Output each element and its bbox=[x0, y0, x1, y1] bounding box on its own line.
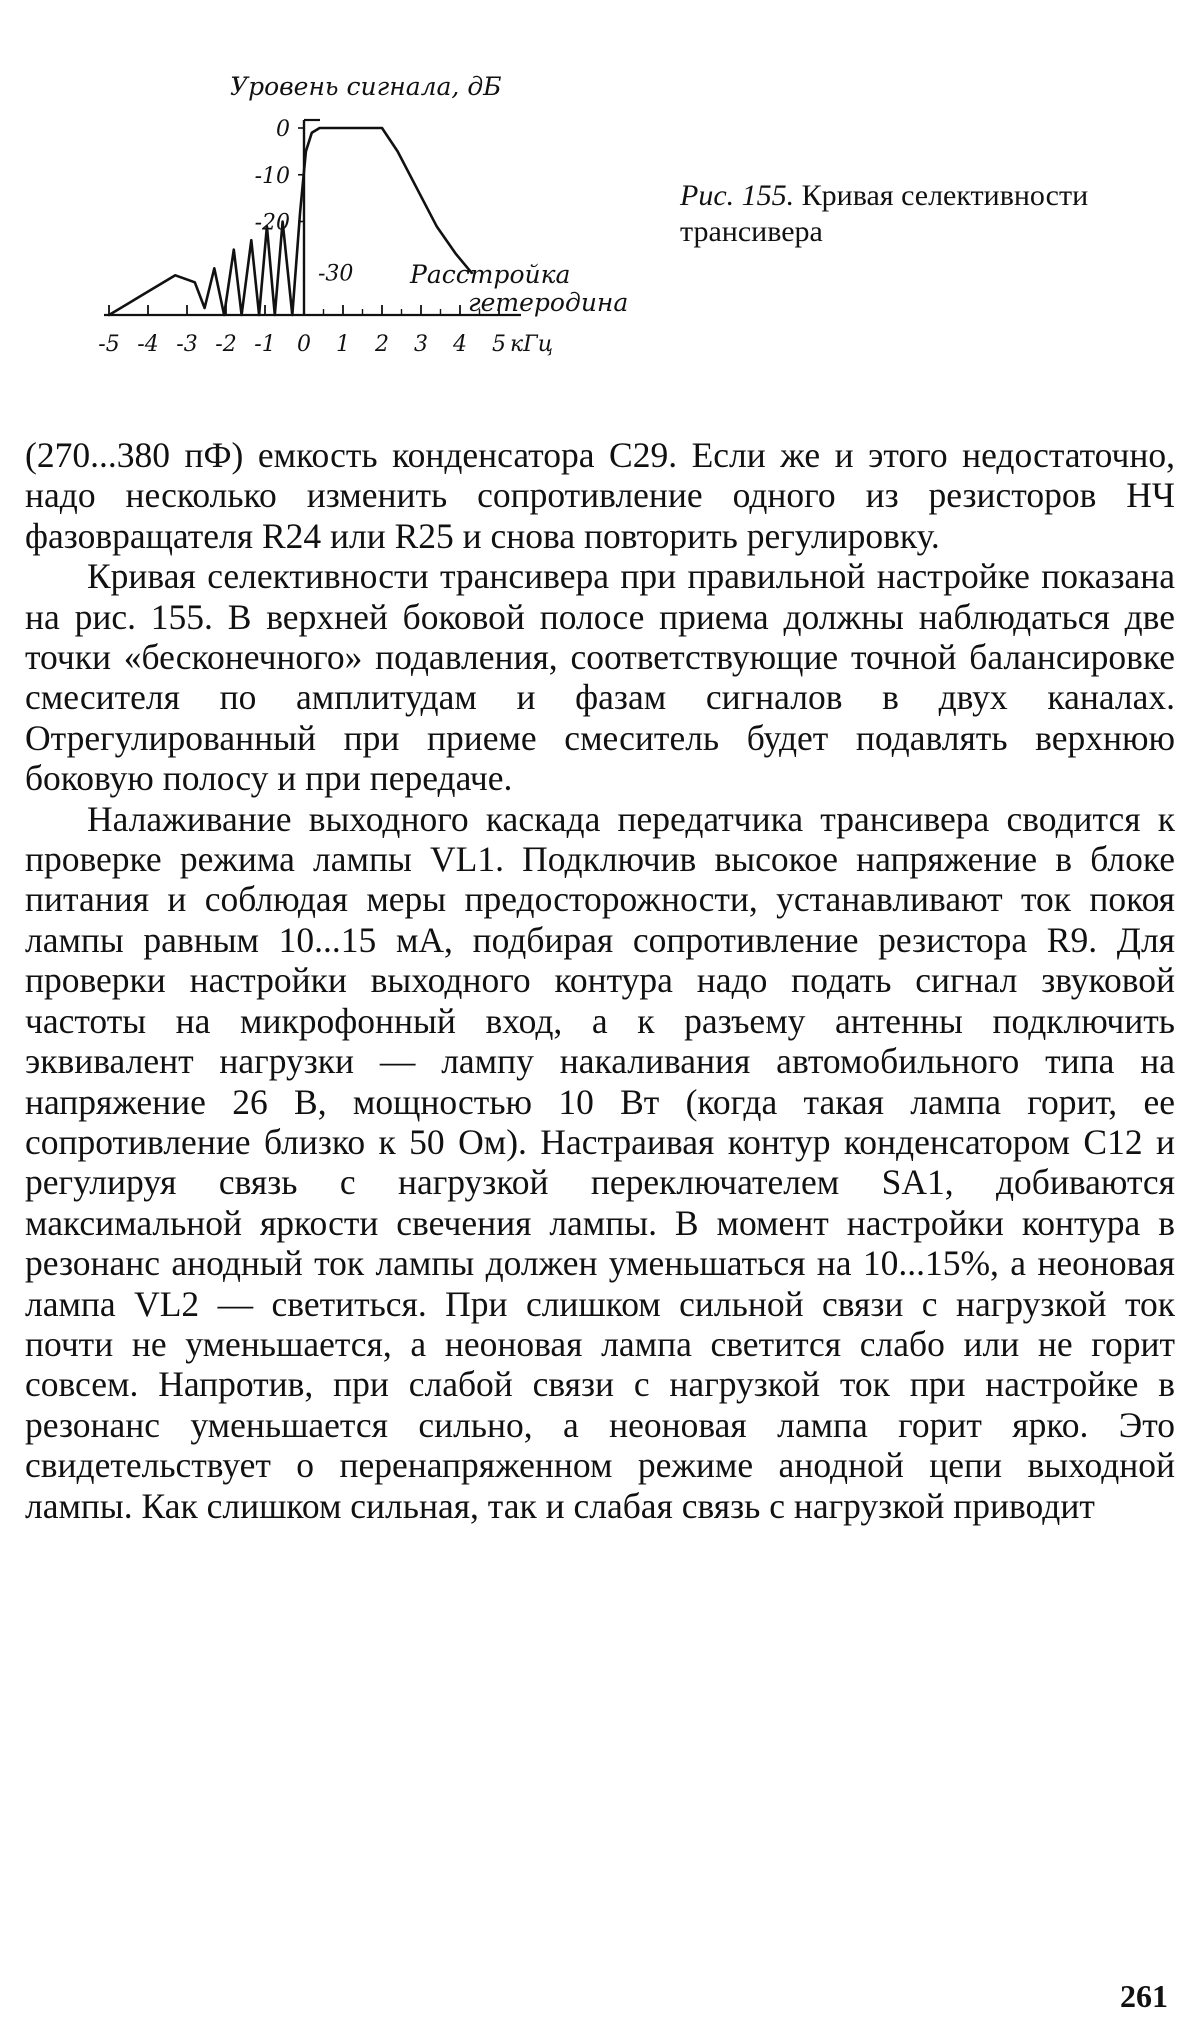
page-number: 261 bbox=[1120, 1978, 1168, 2014]
annotation-label: -30 bbox=[318, 261, 354, 287]
x-axis-title-line1: Расстройка bbox=[410, 260, 571, 289]
x-unit-label: кГц bbox=[510, 332, 554, 357]
x-tick-label: 3 bbox=[414, 332, 428, 357]
body-text bbox=[25, 435, 1175, 1526]
paragraph-3: Налаживание выходного каскада передатчика трансивера сводится к проверке режима лампы VL1. Подключив высокое напряжение в блоке питания и соблюдая меры предосторожности, устанавливают ток покоя лампы равным 10...15 мА, подбирая сопротивление резистора R9. Для проверки настройки выходного контура надо подать сигнал звуковой частоты на микрофонный вход, а к разъему антенны подключить эквивалент нагрузки — лампу накаливания автомобильного типа на напряжение 26 В, мощностью 10 Вт (когда такая лампа горит, ее сопротивление близко к 50 Ом). Настраивая контур конденсатором С12 и регулируя связь с нагрузкой переключателем SA1, добиваются максимальной яркости свечения лампы. В момент настройки контура в резонанс анодный ток лампы должен уменьшаться на 10...15%, а неоновая лампа VL2 — светиться. При слишком сильной связи с нагрузкой ток почти не уменьшается, а неоновая лампа светится слабо или не горит совсем. Напротив, при слабой связи с нагрузкой ток при настройке в резонанс уменьшается сильно, а неоновая лампа горит ярко. Это свидетельствует о перенапряженном режиме анодной цепи выходной лампы. Как слишком сильная, так и слабая связь с нагрузкой приводит bbox=[25, 798, 1175, 1526]
x-tick-label: 1 bbox=[336, 332, 350, 357]
figure-caption-label: Рис. 155. bbox=[680, 179, 795, 212]
y-tick-label: -20 bbox=[254, 210, 290, 236]
y-tick-label: -10 bbox=[254, 163, 290, 189]
x-tick-label: 0 bbox=[297, 332, 311, 357]
x-tick-label: 2 bbox=[375, 332, 389, 357]
x-tick-label: 4 bbox=[453, 332, 467, 357]
paragraph-2: Кривая селективности трансивера при правильной настройке показана на рис. 155. В верхней боковой полосе приема должны наблюдаться две точки «бесконечного» подавления, соответствующие точной балансировке смесителя по амплитудам и фазам сигналов в двух каналах. Отрегулированный при приеме смеситель будет подавлять верхнюю боковую полосу и при передаче. bbox=[25, 556, 1175, 799]
x-axis-title-line2: гетеродина bbox=[468, 288, 629, 317]
x-tick-label: -1 bbox=[254, 332, 276, 357]
x-tick-label: -3 bbox=[176, 332, 198, 357]
x-tick-label: -4 bbox=[137, 332, 159, 357]
x-tick-label: -5 bbox=[98, 332, 120, 357]
selectivity-chart bbox=[0, 0, 660, 390]
figure-caption-text: Кривая селективности трансивера bbox=[680, 179, 1089, 248]
y-axis-title: Уровень сигнала, дБ bbox=[230, 72, 502, 101]
paragraph-1: (270...380 пФ) емкость конденсатора С29. Если же и этого недостаточно, надо несколько изменить сопротивление одного из резисторов НЧ фазовращателя R24 или R25 и снова повторить регулировку. bbox=[25, 435, 1175, 556]
y-tick-label: 0 bbox=[276, 117, 290, 142]
figure-caption bbox=[680, 178, 1150, 250]
x-tick-label: 5 bbox=[492, 332, 506, 357]
x-tick-label: -2 bbox=[215, 332, 237, 357]
